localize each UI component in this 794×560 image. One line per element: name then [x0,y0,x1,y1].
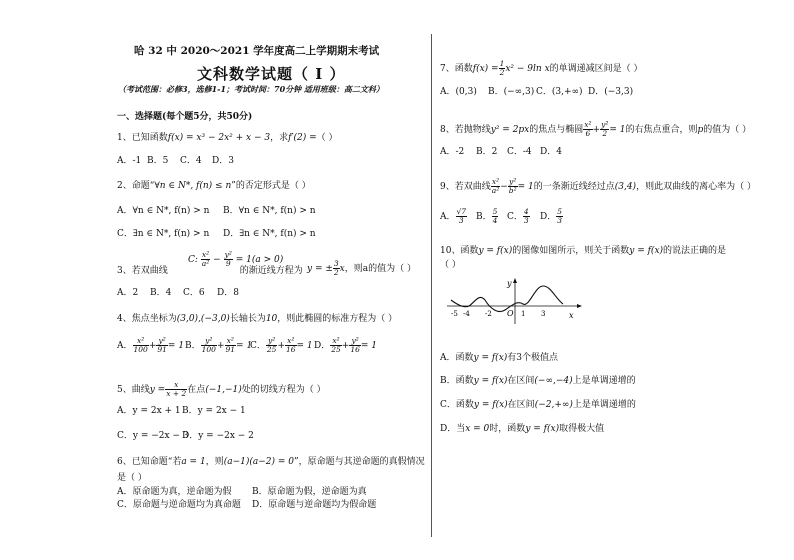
question-2-option-d[interactable]: D．∃n ∈ N*, f(n) > n [223,229,316,239]
question-9-stem: 9、若双曲线 $\frac{\text{x²}}{\text{a²}}$ − $\frac{\text{y²}}{\text{b²}}$ = 1的一条渐近线经过点(3,4)，则此双曲线的离心率为（ ） [440,177,756,195]
question-2-stem: 2、命题“∀n ∈ N*, f(n) ≤ n”的否定形式是（ ） [117,181,311,191]
question-6-option-c[interactable]: C．原命题与逆命题均为真命题 [117,500,241,510]
question-3-option-a[interactable]: A．2 [117,288,139,298]
question-3-option-c[interactable]: C．6 [183,288,205,298]
question-10-option-b[interactable]: B．函数y = f(x)在区间(−∞,−4)上是单调递增的 [440,376,636,386]
question-3-equation: C: $\frac{\text{x²}}{\text{a²}}$ − $\frac{\text{y²}}{9}$ = 1(a > 0) [188,250,284,268]
question-2-option-a[interactable]: A．∀n ∈ N*, f(n) > n [117,206,210,216]
question-1-option-d[interactable]: D．3 [212,156,234,166]
x-axis-arrow [577,304,582,308]
exam-subtitle: 文科数学试题（ I ） [197,65,346,83]
question-3-asymptote: y = ± $\frac{3}{2}$ x，则a的值为（ ） [307,259,416,277]
question-8-stem: 8、若抛物线y² = 2px的焦点与椭圆 $\frac{\text{x²}}{6}$ + $\frac{\text{y²}}{2}$ = 1的右焦点重合，则p的值为（ ） [440,120,752,138]
question-8-option-b[interactable]: B．2 [476,147,498,157]
question-5-option-c[interactable]: C．y = −2x − 3 [117,431,189,441]
question-7-stem: 7、函数f(x) = $\frac{1}{2}$ x² − 9ln x的单调递减区间是（ ） [440,59,643,77]
question-5-option-d[interactable]: D．y = −2x − 2 [182,431,254,441]
question-6-option-d[interactable]: D．原命题与逆命题均为假命题 [252,500,377,510]
question-10-stem: 10、函数y = f(x)的图像如图所示，则关于函数y = f(x)的说法正确的是 [440,246,727,256]
question-8-option-d[interactable]: D．4 [540,147,562,157]
question-10-stem-line2: （ ） [440,260,461,270]
question-10-option-d[interactable]: D．当x = 0时，函数y = f(x)取得极大值 [440,424,605,434]
question-7-option-b[interactable]: B．(−∞,3) [488,87,535,97]
origin-label: O [507,309,514,318]
question-9-option-d[interactable]: D． $\frac{5}{3}$ [540,207,562,225]
question-10-option-c[interactable]: C．函数y = f(x)在区间(−2,+∞)上是单调递增的 [440,400,636,410]
question-7-option-c[interactable]: C．(3,+∞) [536,87,583,97]
question-8-option-a[interactable]: A．-2 [440,147,465,157]
question-5-option-a[interactable]: A．y = 2x + 1 [117,406,181,416]
column-divider [431,34,432,537]
question-6-option-b[interactable]: B．原命题为假，逆命题为真 [252,487,367,497]
tick-label-neg2: -2 [485,310,492,318]
question-4-option-c[interactable]: C． $\frac{\text{y²}}{25}$ + $\frac{\text{x²}}{16}$ = 1 [250,336,313,354]
exam-title: 哈 32 中 2020～2021 学年度高二上学期期末考试 [134,45,380,57]
tick-label-neg5: -5 [451,310,458,318]
y-axis-arrow [513,278,517,283]
question-6-stem-line2: 是（ ） [117,473,147,483]
question-4-stem: 4、焦点坐标为(3,0),(−3,0)长轴长为10，则此椭圆的标准方程为（ ） [117,314,398,324]
y-axis-label: y [507,279,512,288]
question-9-option-a[interactable]: A． $\frac{√7}{3}$ [440,207,467,225]
question-3-option-d[interactable]: D．8 [217,288,239,298]
question-6-option-a[interactable]: A．原命题为真，逆命题为假 [117,487,232,497]
question-10-option-a[interactable]: A．函数y = f(x)有3个极值点 [440,353,559,363]
function-curve [451,286,563,312]
tick-label-neg4: -4 [463,310,470,318]
tick-label-1: 1 [521,310,526,318]
exam-info: （考试范围：必修3，选修1-1；考试时间：70分钟 适用班级：高二文科） [118,84,384,94]
tick-label-3: 3 [541,310,546,318]
question-9-option-b[interactable]: B． $\frac{5}{4}$ [476,207,498,225]
question-5-option-b[interactable]: B．y = 2x − 1 [182,406,246,416]
question-4-option-d[interactable]: D． $\frac{\text{x²}}{25}$ + $\frac{\text{y²}}{16}$ = 1 [314,336,377,354]
question-7-option-d[interactable]: D．(−3,3) [588,87,634,97]
question-2-option-b[interactable]: B．∀n ∈ N*, f(n) > n [223,206,316,216]
question-9-option-c[interactable]: C． $\frac{4}{3}$ [507,207,529,225]
x-axis-label: x [569,311,574,320]
question-4-option-b[interactable]: B． $\frac{\text{y²}}{100}$ + $\frac{\text{x²}}{91}$ = 1 [185,336,253,354]
question-2-option-c[interactable]: C．∃n ∈ N*, f(n) > n [117,229,210,239]
question-5-stem: 5、曲线y = $\frac{x}{x + 2}$ 在点(−1,−1)处的切线方程为（ ） [117,380,326,398]
question-1-option-a[interactable]: A．-1 [117,156,142,166]
section-heading: 一、选择题(每个题5分，共50分) [117,112,253,122]
question-1-option-b[interactable]: B．5 [147,156,169,166]
question-8-option-c[interactable]: C．-4 [507,147,532,157]
question-1-stem: 1、已知函数f(x) = x³ − 2x² + x − 3，求f′(2) =（ ） [117,133,338,143]
question-3-stem: 3、若双曲线 的渐近线方程为 [117,266,303,276]
question-10-graph [445,278,585,326]
question-6-stem: 6、已知命题“若a = 1，则(a−1)(a−2) = 0”，原命题与其逆命题的真假情况 [117,457,425,467]
question-3-option-b[interactable]: B．4 [150,288,172,298]
question-4-option-a[interactable]: A． $\frac{\text{x²}}{100}$ + $\frac{\text{y²}}{91}$ = 1 [117,336,185,354]
question-1-option-c[interactable]: C．4 [180,156,202,166]
question-7-option-a[interactable]: A．(0,3) [440,87,477,97]
